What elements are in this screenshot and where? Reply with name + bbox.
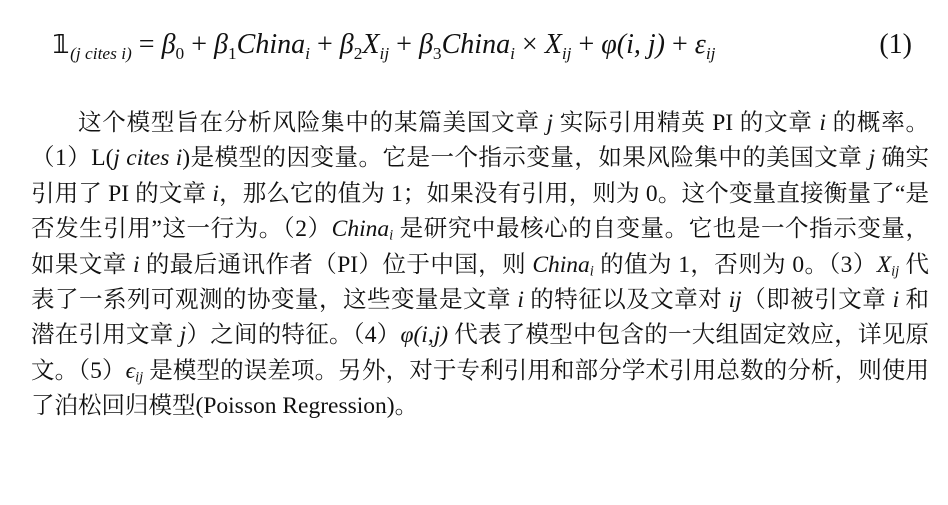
text-run: 实际引用精英 PI 的文章 — [553, 110, 820, 136]
text-run: 的最后通讯作者（PI）位于中国，则 — [139, 251, 533, 278]
text-run: 是模型的误差项。另外，对于专利引用和部分学术引用总数的分析，则使用了泊松回归模型(Poisson Regression)。 — [31, 357, 930, 420]
indicator-subscript: (j cites i) — [70, 44, 132, 64]
plus-sign: + — [184, 29, 215, 60]
plus-sign: + — [389, 29, 419, 60]
china-subscript: i — [510, 44, 515, 64]
china-term: China — [236, 29, 306, 60]
text-run: 的概率。（1）L( — [31, 110, 930, 172]
text-run: 是研究中最核心的自变量。它也是一个指示变量，如果文章 — [31, 216, 930, 278]
variable-epsilon: ϵ — [125, 357, 136, 384]
variable-i: i — [517, 287, 524, 314]
equals-sign: = — [131, 29, 162, 60]
text-run: 的特征以及文章对 — [523, 287, 729, 314]
china-subscript: i — [305, 44, 310, 64]
beta3-symbol: β — [418, 29, 433, 60]
plus-sign: + — [309, 29, 340, 60]
variable-j: j — [868, 145, 876, 172]
beta1-subscript: 1 — [227, 44, 237, 64]
variable-i: i — [892, 287, 900, 314]
text-run: ，那么它的值为 1；如果没有引用，则为 0。这个变量直接衡量了“是否发生引用”这一行为。（2） — [31, 180, 929, 243]
equation-body — [52, 20, 715, 70]
variable-phi: φ(i,j) — [400, 322, 449, 349]
text-run: 确实引用了 PI 的文章 — [31, 145, 930, 207]
china-term: China — [441, 29, 511, 60]
variable-i: i — [819, 110, 826, 136]
variable-china: China — [532, 251, 590, 278]
beta2-symbol: β — [339, 29, 354, 60]
text-run: （即被引文章 — [741, 287, 893, 314]
explanation-paragraph — [31, 106, 929, 425]
regression-equation — [52, 20, 912, 70]
variable-j: j — [546, 110, 554, 136]
variable-china-subscript: i — [389, 227, 394, 244]
text-run: 这个模型旨在分析风险集中的某篇美国文章 — [78, 110, 547, 136]
error-term: ε — [694, 29, 706, 60]
error-subscript: ij — [705, 44, 716, 64]
x-term: X — [362, 29, 380, 60]
x-subscript: ij — [379, 44, 390, 64]
text-run: 代表了模型中包含的一大组固定效应，详见原文。（5） — [31, 322, 930, 384]
variable-ij: ij — [728, 287, 742, 314]
variable-j: j — [179, 322, 187, 349]
text-run: 的值为 1，否则为 0。（3） — [593, 251, 877, 278]
variable-i: i — [133, 251, 140, 278]
beta0-subscript: 0 — [175, 44, 185, 64]
beta1-symbol: β — [214, 29, 228, 60]
variable-x-subscript: ij — [891, 263, 900, 280]
variable-epsilon-subscript: ij — [135, 369, 144, 386]
fixed-effects-term: φ(i, j) — [601, 29, 665, 60]
equation-number: (1) — [879, 29, 912, 60]
times-sign: × — [514, 29, 545, 60]
beta3-subscript: 3 — [432, 44, 442, 64]
plus-sign: + — [664, 29, 695, 60]
beta0-symbol: β — [161, 29, 176, 60]
text-run: 代表了一系列可观测的协变量，这些变量是文章 — [31, 251, 930, 314]
variable-china: China — [331, 216, 390, 243]
x-subscript: ij — [561, 44, 572, 64]
variable-i: i — [212, 180, 219, 207]
plus-sign: + — [571, 29, 602, 60]
text-run: ）之间的特征。（4） — [186, 322, 401, 349]
beta2-subscript: 2 — [353, 44, 363, 64]
text-run: )是模型的因变量。它是一个指示变量，如果风险集中的美国文章 — [182, 145, 869, 172]
variable-j-cites-i: j cites i — [113, 145, 183, 172]
variable-china-subscript: i — [589, 263, 594, 280]
text-run: 和潜在引用文章 — [31, 287, 929, 349]
x-term: X — [544, 29, 562, 60]
variable-x: X — [876, 251, 892, 278]
indicator-symbol: 𝟙 — [52, 30, 71, 60]
